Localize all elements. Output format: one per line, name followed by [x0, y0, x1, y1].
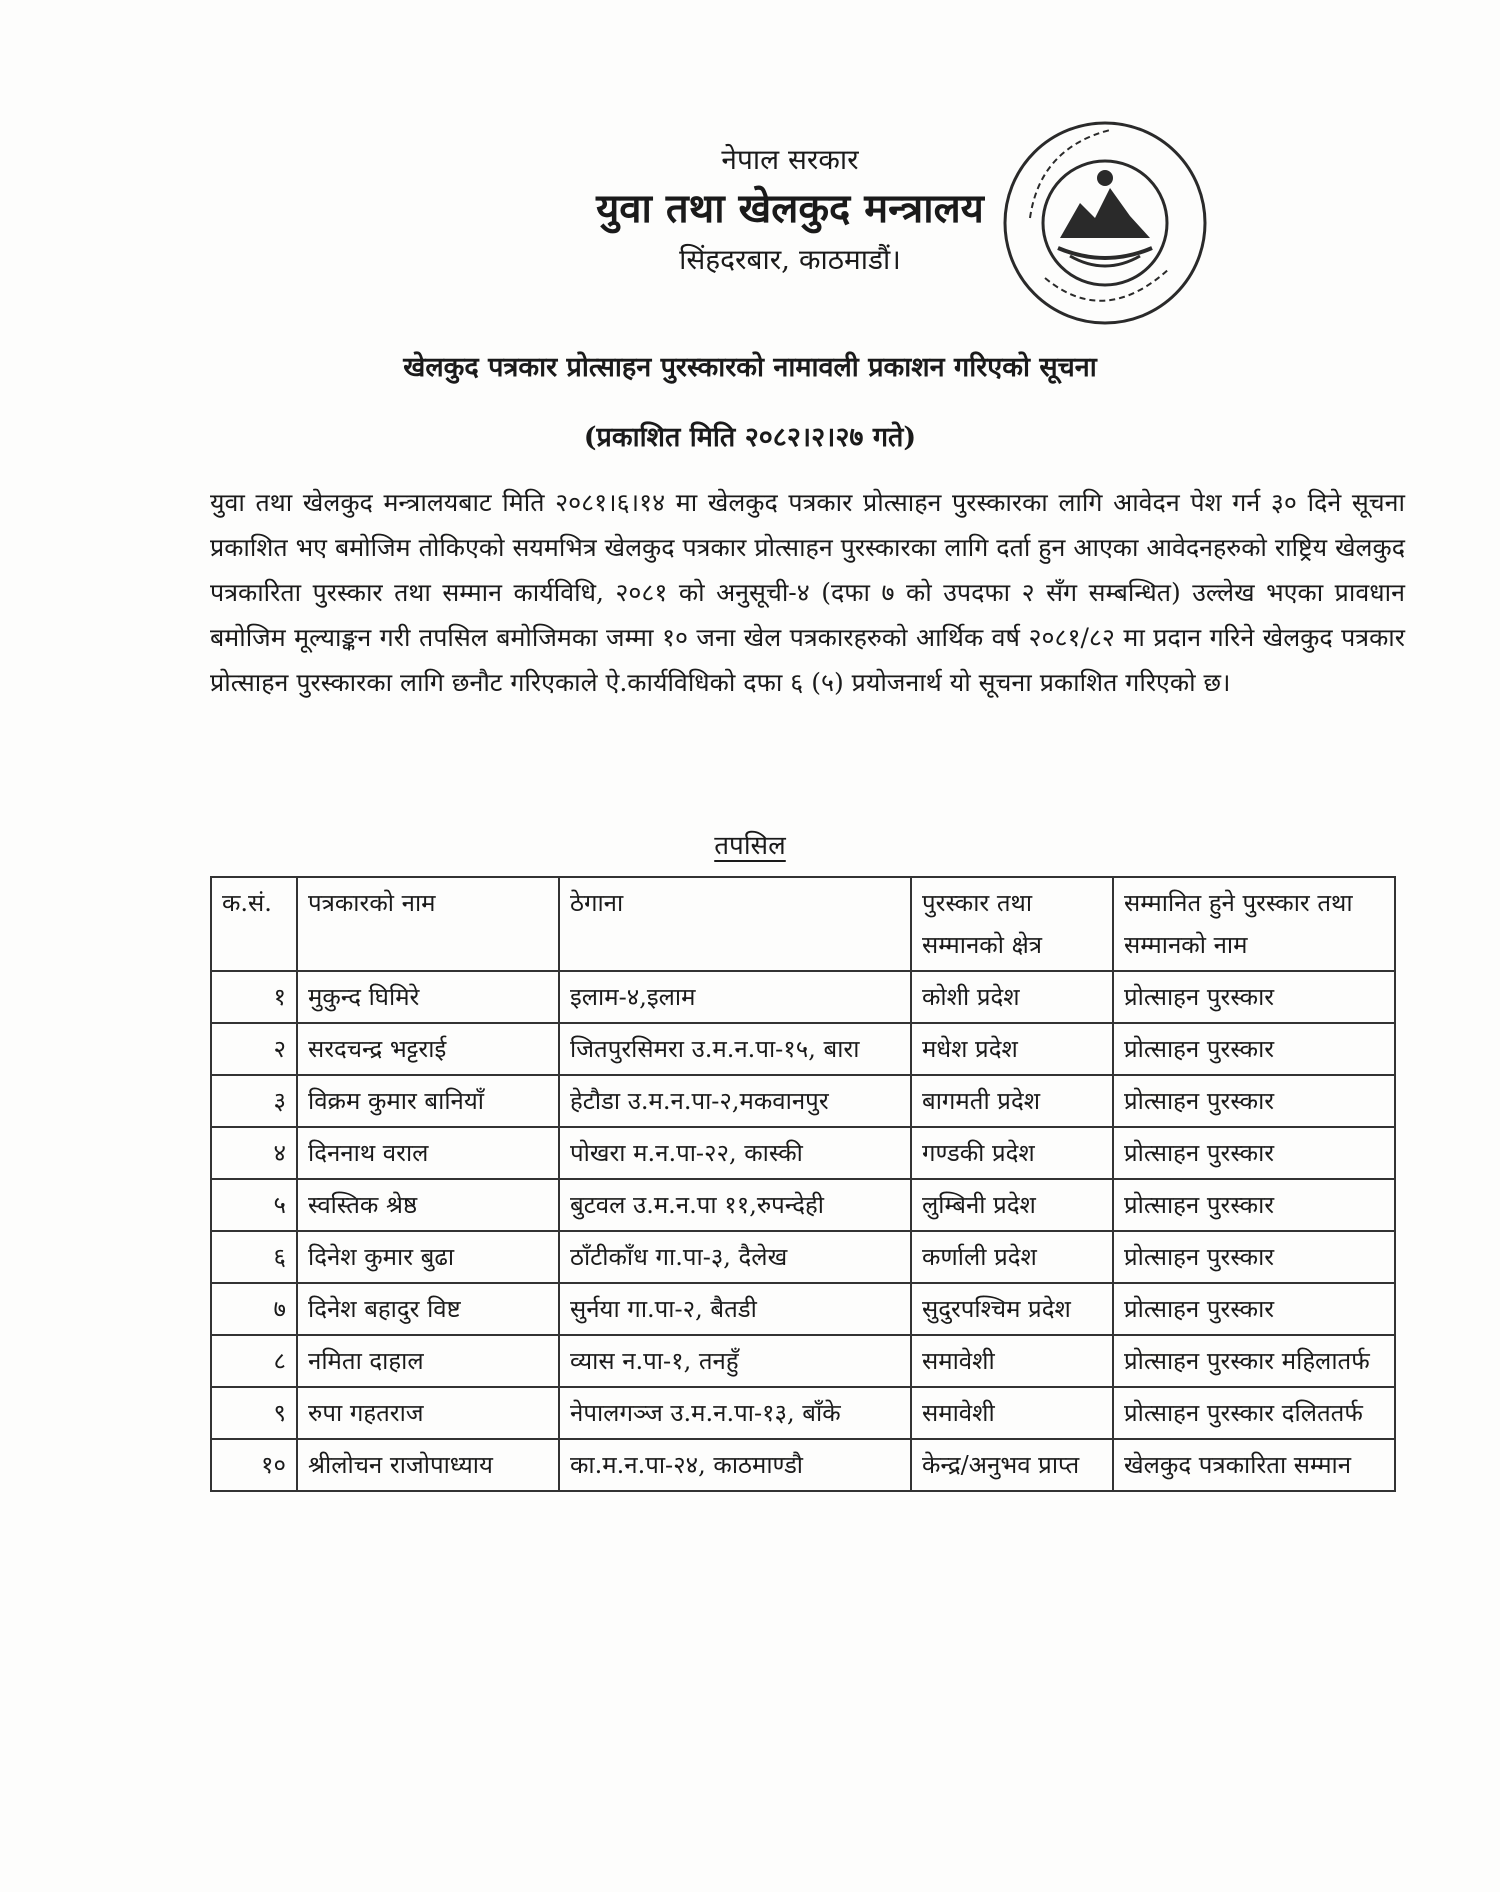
cell-sn: ७ — [211, 1283, 297, 1335]
government-name: नेपाल सरकार — [721, 143, 859, 176]
awardee-table — [210, 876, 1396, 1492]
notice-body: युवा तथा खेलकुद मन्त्रालयबाट मिति २०८१।६।१४ मा खेलकुद पत्रकार प्रोत्साहन पुरस्कारका लागि आवेदन पेश गर्न ३० दिने सूचना प्रकाशित भए बमोजिम तोकिएको सयमभित्र खेलकुद पत्रकार प्रोत्साहन पुरस्कारका लागि दर्ता हुन आएका आवेदनहरुको राष्ट्रिय खेलकुद पत्रकारिता पुरस्कार तथा सम्मान कार्यविधि, २०८१ को अनुसूची-४ (दफा ७ को उपदफा २ सँग सम्बन्धित) उल्लेख भएका प्रावधान बमोजिम मूल्याङ्कन गरी तपसिल बमोजिमका जम्मा १० जना खेल पत्रकारहरुको आर्थिक वर्ष २०८१/८२ मा प्रदान गरिने खेलकुद पत्रकार प्रोत्साहन पुरस्कारका लागि छनौट गरिएकाले ऐ.कार्यविधिको दफा ६ (५) प्रयोजनार्थ यो सूचना प्रकाशित गरिएको छ। — [210, 488, 1405, 697]
cell-award: प्रोत्साहन पुरस्कार महिलातर्फ — [1113, 1335, 1395, 1387]
table-row — [211, 1387, 1395, 1439]
table-row — [211, 1075, 1395, 1127]
publish-date: (प्रकाशित मिति २०८२।२।२७ गते) — [583, 422, 917, 453]
table-row — [211, 971, 1395, 1023]
header-award: सम्मानित हुने पुरस्कार तथा सम्मानको नाम — [1113, 877, 1395, 971]
emblem-icon — [1058, 170, 1152, 266]
ministry-name: युवा तथा खेलकुद मन्त्रालय — [596, 185, 984, 232]
letterhead — [560, 140, 1020, 282]
cell-sn: १० — [211, 1439, 297, 1491]
cell-sn: ४ — [211, 1127, 297, 1179]
cell-name: विक्रम कुमार बानियाँ — [297, 1075, 559, 1127]
cell-address: व्यास न.पा-१, तनहुँ — [559, 1335, 911, 1387]
cell-name: स्वस्तिक श्रेष्ठ — [297, 1179, 559, 1231]
table-row — [211, 1127, 1395, 1179]
cell-region: केन्द्र/अनुभव प्राप्त — [911, 1439, 1113, 1491]
cell-name: रुपा गहतराज — [297, 1387, 559, 1439]
cell-region: समावेशी — [911, 1335, 1113, 1387]
cell-region: लुम्बिनी प्रदेश — [911, 1179, 1113, 1231]
table-row — [211, 1439, 1395, 1491]
cell-sn: ६ — [211, 1231, 297, 1283]
cell-region: बागमती प्रदेश — [911, 1075, 1113, 1127]
cell-region: कोशी प्रदेश — [911, 971, 1113, 1023]
ministry-seal — [990, 108, 1220, 338]
cell-award: प्रोत्साहन पुरस्कार दलिततर्फ — [1113, 1387, 1395, 1439]
cell-address: पोखरा म.न.पा-२२, कास्की — [559, 1127, 911, 1179]
cell-name: दिनेश कुमार बुढा — [297, 1231, 559, 1283]
cell-award: प्रोत्साहन पुरस्कार — [1113, 1075, 1395, 1127]
section-heading-text: तपसिल — [714, 831, 786, 861]
table-row — [211, 1335, 1395, 1387]
cell-name: श्रीलोचन राजोपाध्याय — [297, 1439, 559, 1491]
cell-address: ठाँटीकाँध गा.पा-३, दैलेख — [559, 1231, 911, 1283]
cell-name: दिनेश बहादुर विष्ट — [297, 1283, 559, 1335]
cell-region: मधेश प्रदेश — [911, 1023, 1113, 1075]
cell-name: नमिता दाहाल — [297, 1335, 559, 1387]
cell-award: खेलकुद पत्रकारिता सम्मान — [1113, 1439, 1395, 1491]
cell-address: हेटौडा उ.म.न.पा-२,मकवानपुर — [559, 1075, 911, 1127]
table-header-row — [211, 877, 1395, 971]
ministry-address: सिंहदरबार, काठमाडौं। — [679, 243, 901, 276]
cell-award: प्रोत्साहन पुरस्कार — [1113, 1231, 1395, 1283]
cell-award: प्रोत्साहन पुरस्कार — [1113, 971, 1395, 1023]
header-sn: क.सं. — [211, 877, 297, 971]
cell-sn: १ — [211, 971, 297, 1023]
cell-sn: ३ — [211, 1075, 297, 1127]
section-heading — [0, 826, 1500, 862]
cell-sn: ५ — [211, 1179, 297, 1231]
cell-name: सरदचन्द्र भट्टराई — [297, 1023, 559, 1075]
cell-award: प्रोत्साहन पुरस्कार — [1113, 1023, 1395, 1075]
table-row — [211, 1283, 1395, 1335]
cell-region: सुदुरपश्चिम प्रदेश — [911, 1283, 1113, 1335]
cell-address: नेपालगञ्ज उ.म.न.पा-१३, बाँके — [559, 1387, 911, 1439]
table-row — [211, 1179, 1395, 1231]
cell-name: दिननाथ वराल — [297, 1127, 559, 1179]
cell-address: इलाम-४,इलाम — [559, 971, 911, 1023]
cell-address: जितपुरसिमरा उ.म.न.पा-१५, बारा — [559, 1023, 911, 1075]
cell-sn: २ — [211, 1023, 297, 1075]
cell-region: गण्डकी प्रदेश — [911, 1127, 1113, 1179]
cell-address: का.म.न.पा-२४, काठमाण्डौ — [559, 1439, 911, 1491]
cell-sn: ८ — [211, 1335, 297, 1387]
cell-region: समावेशी — [911, 1387, 1113, 1439]
cell-name: मुकुन्द घिमिरे — [297, 971, 559, 1023]
cell-award: प्रोत्साहन पुरस्कार — [1113, 1127, 1395, 1179]
header-name: पत्रकारको नाम — [297, 877, 559, 971]
notice-title: खेलकुद पत्रकार प्रोत्साहन पुरस्कारको नामावली प्रकाशन गरिएको सूचना — [403, 352, 1097, 383]
table-row — [211, 1023, 1395, 1075]
cell-sn: ९ — [211, 1387, 297, 1439]
cell-address: सुर्नया गा.पा-२, बैतडी — [559, 1283, 911, 1335]
cell-award: प्रोत्साहन पुरस्कार — [1113, 1179, 1395, 1231]
header-address: ठेगाना — [559, 877, 911, 971]
cell-address: बुटवल उ.म.न.पा ११,रुपन्देही — [559, 1179, 911, 1231]
header-region: पुरस्कार तथा सम्मानको क्षेत्र — [911, 877, 1113, 971]
cell-award: प्रोत्साहन पुरस्कार — [1113, 1283, 1395, 1335]
cell-region: कर्णाली प्रदेश — [911, 1231, 1113, 1283]
table-row — [211, 1231, 1395, 1283]
